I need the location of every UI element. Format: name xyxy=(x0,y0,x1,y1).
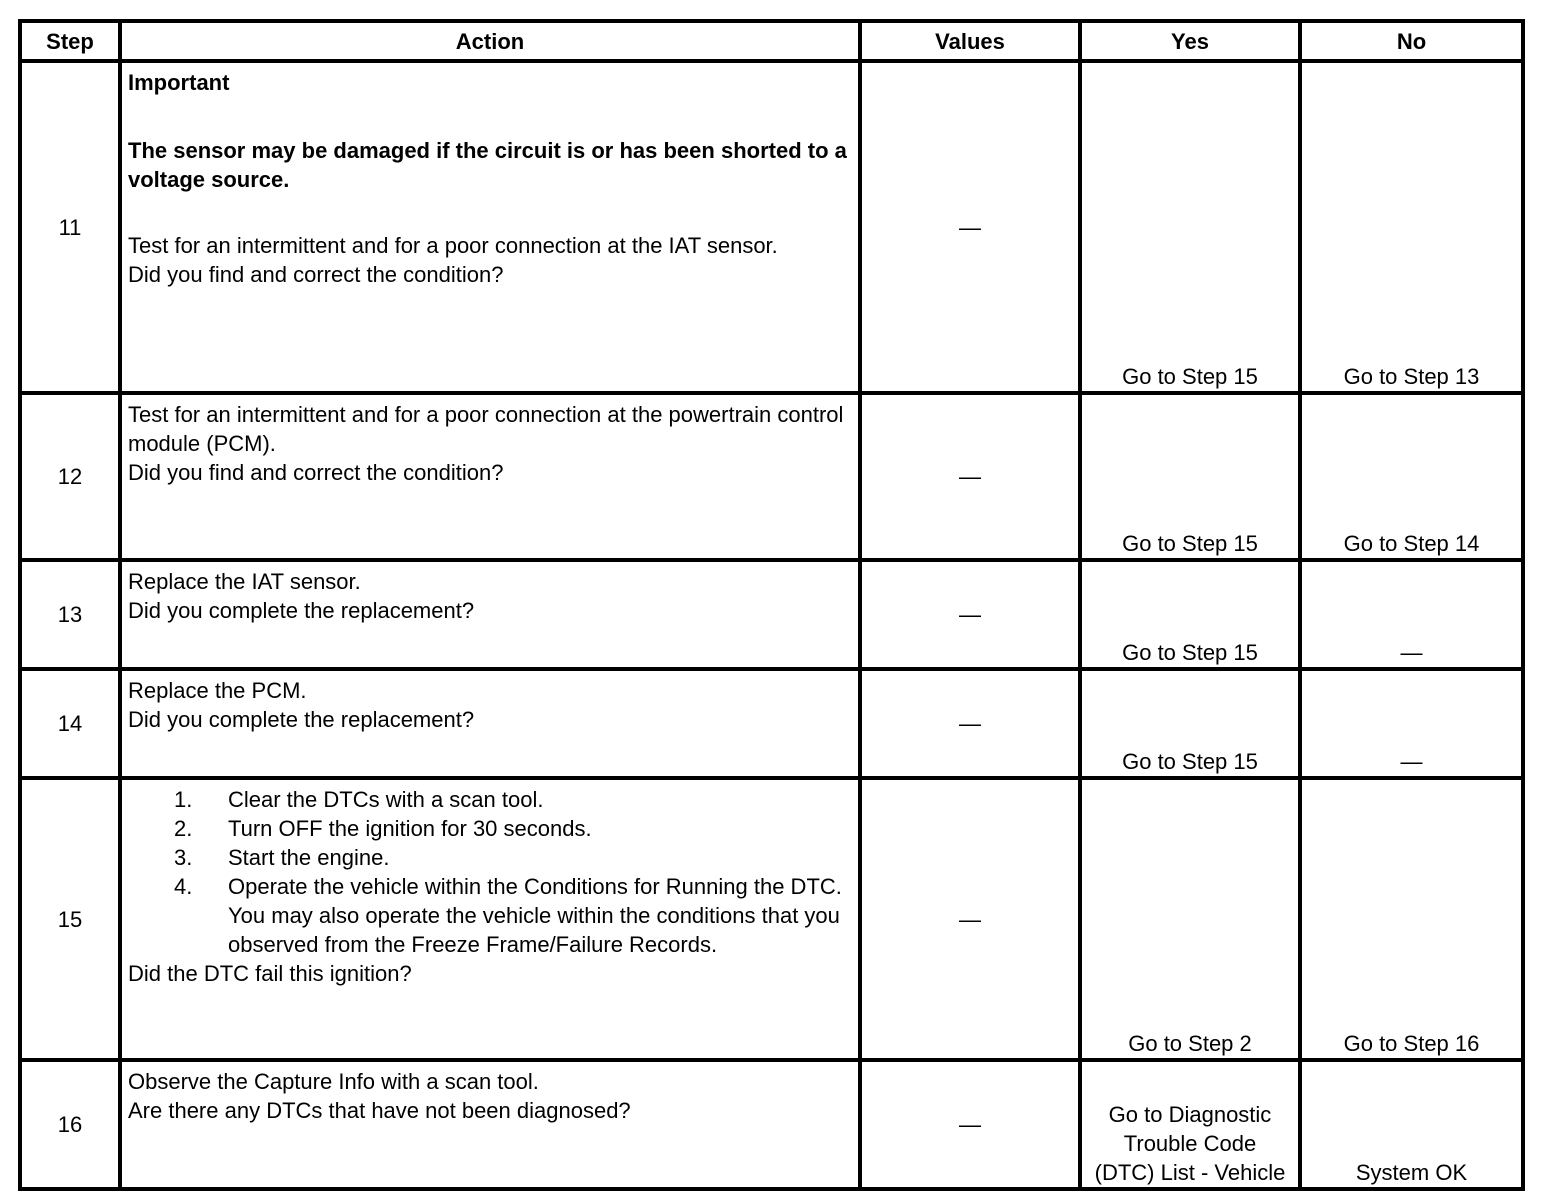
header-no: No xyxy=(1300,21,1523,61)
yes-link[interactable]: Go to Step 15 xyxy=(1080,393,1300,560)
list-item xyxy=(128,814,850,843)
list-item xyxy=(128,843,850,872)
step-number: 11 xyxy=(20,61,120,393)
header-step: Step xyxy=(20,21,120,61)
list-item-number: 3. xyxy=(174,845,193,870)
action-cell xyxy=(120,669,860,778)
list-item xyxy=(128,785,850,814)
action-question: Did you complete the replacement? xyxy=(128,707,475,732)
list-item-text: Clear the DTCs with a scan tool. xyxy=(228,787,544,812)
values-cell: — xyxy=(860,560,1080,669)
no-link[interactable]: Go to Step 14 xyxy=(1300,393,1523,560)
list-item-text: Operate the vehicle within the Conditions for Running the DTC. You may also operate the vehicle within the conditions that you observed from the Freeze Frame/Failure Records. xyxy=(228,874,842,957)
action-question: Are there any DTCs that have not been diagnosed? xyxy=(128,1098,631,1123)
values-cell: — xyxy=(860,1060,1080,1189)
header-yes: Yes xyxy=(1080,21,1300,61)
table-row xyxy=(20,778,1523,1060)
action-cell xyxy=(120,61,860,393)
no-cell: System OK xyxy=(1300,1060,1523,1189)
yes-link[interactable]: Go to Step 15 xyxy=(1080,61,1300,393)
table-row xyxy=(20,669,1523,778)
table-row xyxy=(20,393,1523,560)
step-number: 12 xyxy=(20,393,120,560)
yes-link[interactable]: Go to Diagnostic Trouble Code (DTC) List - Vehicle xyxy=(1080,1060,1300,1189)
important-label: Important xyxy=(128,70,230,95)
list-item-text: Start the engine. xyxy=(228,845,390,870)
yes-link[interactable]: Go to Step 2 xyxy=(1080,778,1300,1060)
action-cell xyxy=(120,1060,860,1189)
values-cell: — xyxy=(860,393,1080,560)
no-link[interactable]: Go to Step 16 xyxy=(1300,778,1523,1060)
action-instruction: Test for an intermittent and for a poor connection at the powertrain control module (PCM). xyxy=(128,402,844,456)
action-question: Did you find and correct the condition? xyxy=(128,460,504,485)
action-question: Did the DTC fail this ignition? xyxy=(128,961,412,986)
step-number: 14 xyxy=(20,669,120,778)
list-item xyxy=(128,872,850,959)
action-cell xyxy=(120,778,860,1060)
action-question: Did you find and correct the condition? xyxy=(128,262,504,287)
values-cell: — xyxy=(860,778,1080,1060)
yes-link[interactable]: Go to Step 15 xyxy=(1080,669,1300,778)
no-link[interactable]: Go to Step 13 xyxy=(1300,61,1523,393)
important-text: The sensor may be damaged if the circuit is or has been shorted to a voltage source. xyxy=(128,138,847,192)
values-cell: — xyxy=(860,669,1080,778)
header-action: Action xyxy=(120,21,860,61)
list-item-number: 4. xyxy=(174,874,193,899)
list-item-number: 1. xyxy=(174,787,193,812)
table-row xyxy=(20,1060,1523,1189)
header-values: Values xyxy=(860,21,1080,61)
action-question: Did you complete the replacement? xyxy=(128,598,475,623)
table-row xyxy=(20,61,1523,393)
action-instruction: Replace the PCM. xyxy=(128,678,307,703)
action-instruction: Observe the Capture Info with a scan tool. xyxy=(128,1069,539,1094)
step-number: 13 xyxy=(20,560,120,669)
procedure-list xyxy=(128,785,850,959)
header-row xyxy=(20,21,1523,61)
diagnostic-table xyxy=(18,19,1525,1191)
step-number: 16 xyxy=(20,1060,120,1189)
no-cell: — xyxy=(1300,669,1523,778)
yes-link[interactable]: Go to Step 15 xyxy=(1080,560,1300,669)
list-item-number: 2. xyxy=(174,816,193,841)
action-cell xyxy=(120,560,860,669)
table-row xyxy=(20,560,1523,669)
action-instruction: Replace the IAT sensor. xyxy=(128,569,361,594)
step-number: 15 xyxy=(20,778,120,1060)
action-instruction: Test for an intermittent and for a poor connection at the IAT sensor. xyxy=(128,233,778,258)
no-cell: — xyxy=(1300,560,1523,669)
list-item-text: Turn OFF the ignition for 30 seconds. xyxy=(228,816,592,841)
values-cell: — xyxy=(860,61,1080,393)
action-cell xyxy=(120,393,860,560)
